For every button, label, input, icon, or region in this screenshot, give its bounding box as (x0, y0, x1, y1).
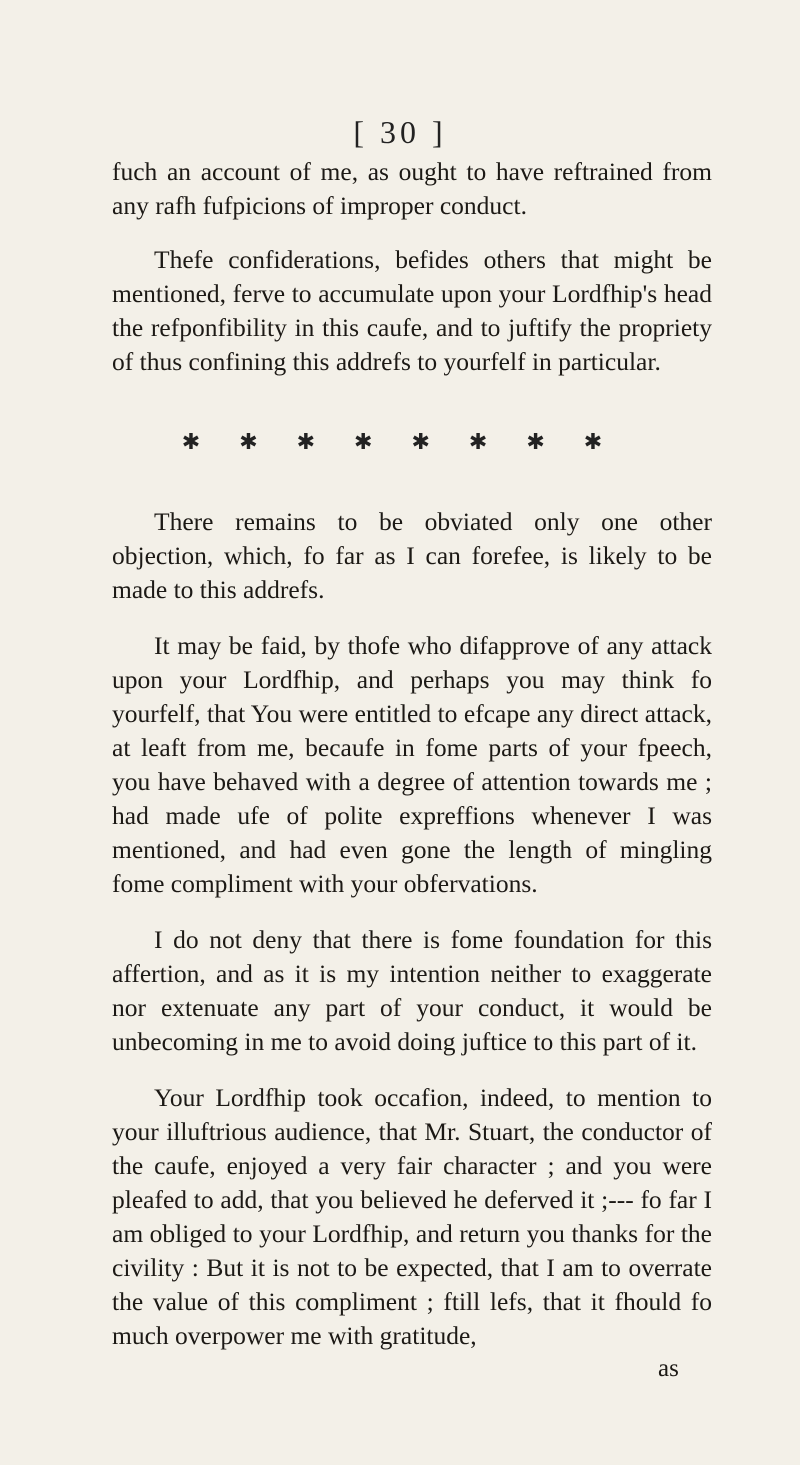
text-block-top (112, 155, 712, 379)
paragraph-attack: It may be faid, by thofe who difapprove of any attack upon your Lordfhip, and perhaps you may think fo yourfelf, that You were entitled to efcape any direct attack, at leaft from me, becaufe in fome parts of your fpeech, you have behaved with a degree of attention towards me ; had made ufe of polite expreffions whenever I was mentioned, and had even gone the length of mingling fome compliment with your obfervations. (112, 631, 712, 898)
paragraph-continuation: fuch an account of me, as ought to have reftrained from any rafh fufpicions of improper conduct. (112, 157, 712, 220)
paragraph-objection: There remains to be obviated only one other objection, which, fo far as I can forefee, is likely to be made to this addrefs. (112, 507, 712, 604)
paragraph-assertion: I do not deny that there is fome foundation for this affertion, and as it is my intention neither to exaggerate nor extenuate any part of your conduct, it would be unbecoming in me to avoid doing juftice to this part of it. (112, 925, 712, 1056)
text-block-main (112, 505, 712, 1353)
paragraph-compliment: Your Lordfhip took occafion, indeed, to mention to your illuftrious audience, that Mr. Stuart, the conductor of the caufe, enjoyed a very fair character ; and you were pleafed to add, that you believed he deferved it ;--- fo far I am obliged to your Lordfhip, and return you thanks for the civility : But it is not to be expected, that I am to overrate the value of this compliment ; ftill lefs, that it fhould fo much overpower me with gratitude, (112, 1083, 712, 1350)
paragraph-considerations: Thefe confiderations, befides others that might be mentioned, ferve to accumulate upon your Lordfhip's head the refponfibility in this caufe, and to juftify the propriety of thus confining this addrefs to yourfelf in particular. (112, 245, 712, 376)
catchword: as (658, 1355, 679, 1382)
page-number: [ 30 ] (353, 114, 447, 150)
ornamental-stars-divider: ✱ ✱ ✱ ✱ ✱ ✱ ✱ ✱ (181, 430, 619, 455)
